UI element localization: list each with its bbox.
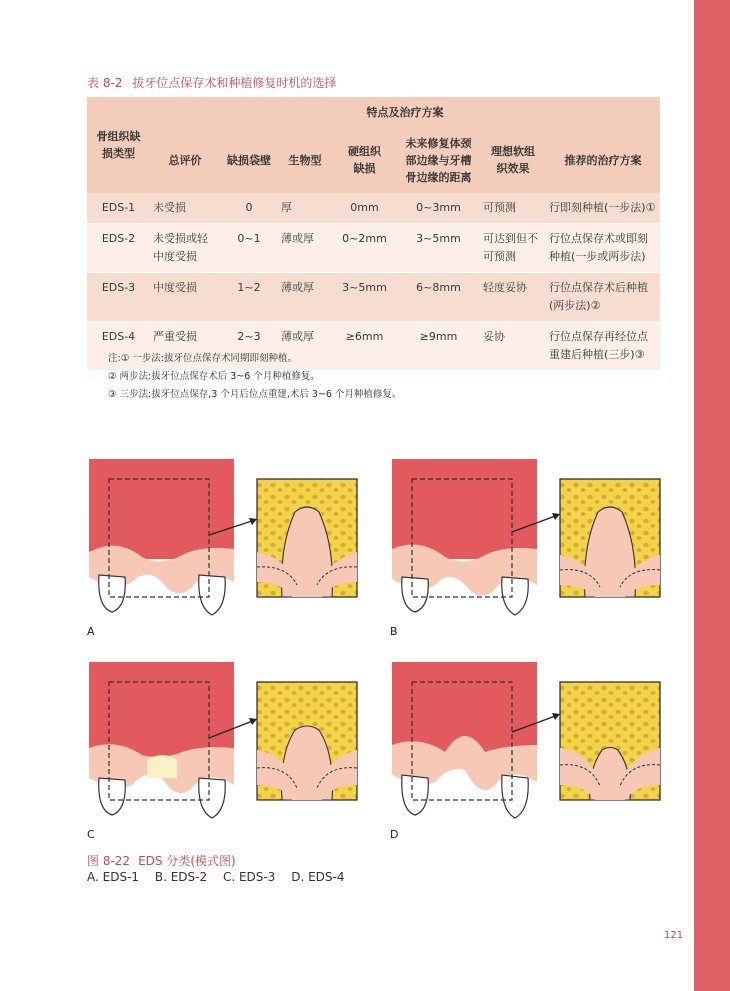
note-3: ③ 三步法:拔牙位点保存,3 个月后位点重建,术后 3~6 个月种植修复。: [108, 389, 402, 400]
cell-type: EDS-1: [87, 193, 150, 224]
figure-sub-caption: [87, 870, 356, 884]
figure-panel-c: [87, 660, 367, 840]
panel-label-c: C: [87, 828, 95, 841]
table-row: [87, 193, 660, 224]
cell-overall: 中度受损: [150, 273, 220, 322]
cell-plan: 行位点保存术后种植(两步法)②: [546, 273, 660, 322]
figure-caption: [87, 852, 236, 869]
cell-soft: 轻度妥协: [480, 273, 546, 322]
cell-biotype: 薄或厚: [278, 224, 332, 273]
header-distance: 未来修复体颈部边缘与牙槽骨边缘的距离: [397, 127, 480, 193]
cell-type: EDS-2: [87, 224, 150, 273]
cell-overall: 未受损或轻中度受损: [150, 224, 220, 273]
header-overall: 总评价: [150, 127, 220, 193]
figure-panel-d: [390, 660, 670, 840]
cell-type: EDS-3: [87, 273, 150, 322]
cell-biotype: 薄或厚: [278, 273, 332, 322]
table-caption-number: 表 8-2: [87, 76, 123, 90]
header-soft: 理想软组织效果: [480, 127, 546, 193]
figure-panel-b: [390, 457, 670, 637]
header-group: 特点及治疗方案: [150, 97, 660, 127]
figure-panel-a: [87, 457, 367, 637]
cell-type: EDS-4: [87, 322, 150, 371]
cell-overall: 严重受损: [150, 322, 220, 371]
cell-plan: 行即刻种植(一步法)①: [546, 193, 660, 224]
header-type: 骨组织缺损类型: [87, 97, 150, 193]
cell-soft: 可预测: [480, 193, 546, 224]
table-notes: [108, 350, 401, 404]
table-caption-title: 拔牙位点保存术和种植修复时机的选择: [132, 76, 337, 90]
table-caption: [87, 74, 336, 91]
header-plan: 推荐的治疗方案: [546, 127, 660, 193]
cell-walls: 1~2: [220, 273, 278, 322]
cell-walls: 0: [220, 193, 278, 224]
header-biotype: 生物型: [278, 127, 332, 193]
cell-overall: 未受损: [150, 193, 220, 224]
cell-distance: ≥9mm: [397, 322, 480, 371]
page-number: 121: [664, 930, 684, 941]
cell-walls: 0~1: [220, 224, 278, 273]
cell-distance: 0~3mm: [397, 193, 480, 224]
table-row: [87, 273, 660, 322]
cell-biotype: 薄或厚: [278, 322, 332, 371]
figure-caption-number: 图 8-22: [87, 854, 131, 868]
cell-plan: 行位点保存术或即刻种植(一步或两步法): [546, 224, 660, 273]
cell-biotype: 厚: [278, 193, 332, 224]
cell-hard: 0mm: [332, 193, 397, 224]
cell-soft: 可达到但不可预测: [480, 224, 546, 273]
panel-label-a: A: [87, 625, 95, 638]
sub-item-d: D. EDS-4: [291, 870, 345, 884]
sub-item-a: A. EDS-1: [87, 870, 140, 884]
cell-hard: 0~2mm: [332, 224, 397, 273]
sub-item-b: B. EDS-2: [154, 870, 208, 884]
page-side-bar: [694, 0, 730, 991]
header-walls: 缺损袋壁: [220, 127, 278, 193]
note-1: 注:① 一步法:拔牙位点保存术同期即刻种植。: [108, 353, 297, 364]
note-2: ② 两步法:拔牙位点保存术后 3~6 个月种植修复。: [108, 371, 320, 382]
cell-soft: 妥协: [480, 322, 546, 371]
cell-hard: 3~5mm: [332, 273, 397, 322]
sub-item-c: C. EDS-3: [222, 870, 276, 884]
eds-table: [87, 97, 660, 371]
cell-hard: ≥6mm: [332, 322, 397, 371]
cell-distance: 3~5mm: [397, 224, 480, 273]
panel-label-b: B: [390, 625, 398, 638]
cell-plan: 行位点保存再经位点重建后种植(三步)③: [546, 322, 660, 371]
panel-label-d: D: [390, 828, 399, 841]
header-hard: 硬组织缺损: [332, 127, 397, 193]
figure-caption-title: EDS 分类(模式图): [138, 854, 236, 868]
cell-distance: 6~8mm: [397, 273, 480, 322]
table-row: [87, 224, 660, 273]
cell-walls: 2~3: [220, 322, 278, 371]
